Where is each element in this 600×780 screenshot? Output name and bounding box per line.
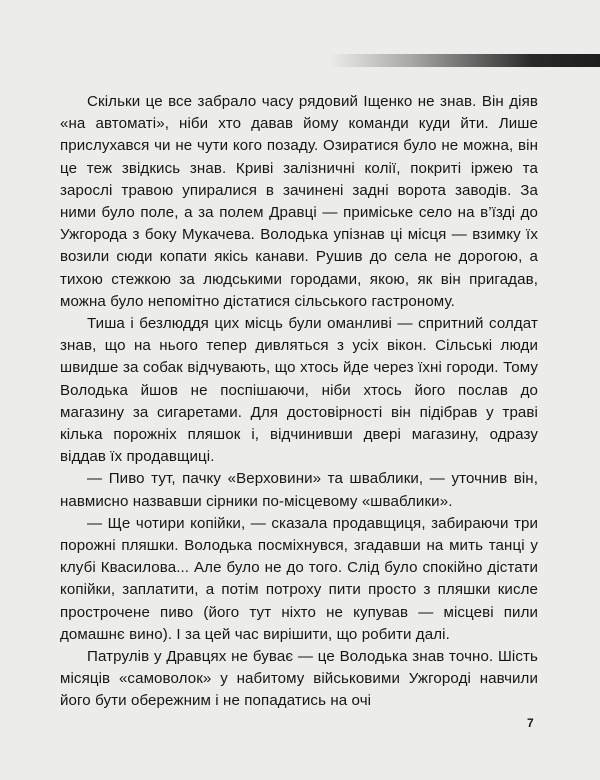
text-line: було спокійно дістати копійки, заплатити, а потім потроху: [60, 559, 538, 599]
text-line: Він діяв «на автоматі», ніби хто давав йому команди куди: [60, 93, 538, 133]
page-number: 7: [527, 716, 534, 730]
text-line: на мить танці у клубі Квасилова... Але було не до того. Слід: [60, 537, 539, 577]
text-line: роді навчили його бути обережним і не попадатись на очі: [60, 670, 539, 710]
text-line: Дравці — приміське село на в’їзді до Ужгорода з боку Му: [60, 204, 539, 244]
text-line: — Пиво тут, пачку «Верховини» та шваблики, —: [87, 470, 445, 488]
text-line: ючи три порожні пляшки. Володька посміхнувся, згадавши: [60, 514, 538, 555]
text-line: достовірності він підібрав у траві кілька порожніх пляшок: [60, 403, 539, 444]
text-line: час вирішити, що робити далі.: [234, 625, 450, 643]
text-line: ніби хтось його послав до магазину за сигаретами. Для: [60, 381, 539, 421]
text-line: качева. Володька упізнав ці місця — взимку їх возили сюди: [60, 226, 538, 266]
text-line: «шваблики».: [361, 492, 453, 510]
text-line: Сільські люди швидше за собак відчувають, що хтось йде: [60, 337, 538, 377]
text-line: стежкою за людськими городами, якою, як він пригадав,: [111, 270, 539, 288]
text-line: уточнив він, навмисно назвавши сірники по-місцевому: [60, 470, 539, 510]
header-decorative-bar: [330, 54, 600, 67]
paragraph-1: [60, 91, 538, 313]
text-line: — Ще чотири копійки, — сказала продавщиця, забира: [87, 514, 481, 532]
text-line: Тиша і безлюддя цих місць були оманливі — спритний: [87, 315, 484, 333]
text-line: було не можна, він це теж звідкись знав. Криві залізничні: [60, 137, 539, 177]
text-line: можна було непомітно дістатися сільського гастроному.: [60, 292, 455, 310]
body-text: [60, 91, 538, 713]
text-line: солдат знав, що на нього тепер дивляться з усіх вікон.: [60, 315, 538, 355]
text-line: через їхні городи. Тому Володька йшов не поспішаючи,: [60, 359, 539, 399]
paragraph-4: [60, 513, 538, 646]
text-line: Патрулів у Дравцях не буває — це Володька знав точно.: [87, 648, 494, 666]
text-line: йти. Лише прислухався чи не чути кого позаду. Озиратися: [60, 115, 538, 155]
text-line: Шість місяців «самоволок» у набитому військовими Ужго: [60, 648, 539, 688]
paragraph-2: [60, 313, 538, 468]
text-line: колії, покриті іржею та зарослі травою упиралися в зачи: [60, 159, 538, 199]
text-line: ніхто не купував — місцеві пили домашнє вино). І за цей: [60, 603, 539, 643]
paragraph-5: [60, 646, 538, 713]
text-line: пити просто з пляшки кисле прострочене пиво (його тут: [60, 581, 538, 621]
text-line: нені задні ворота заводів. За ними було поле, а за полем: [60, 181, 538, 222]
text-line: копати якісь канави. Рушив до села не дорогою, а тихою: [60, 248, 538, 288]
text-line: і, відчинивши двері магазину, одразу віддав їх продавщиці.: [60, 426, 539, 466]
paragraph-3: [60, 468, 538, 512]
text-line: Скільки це все забрало часу рядовий Іщенко не знав.: [87, 93, 477, 110]
